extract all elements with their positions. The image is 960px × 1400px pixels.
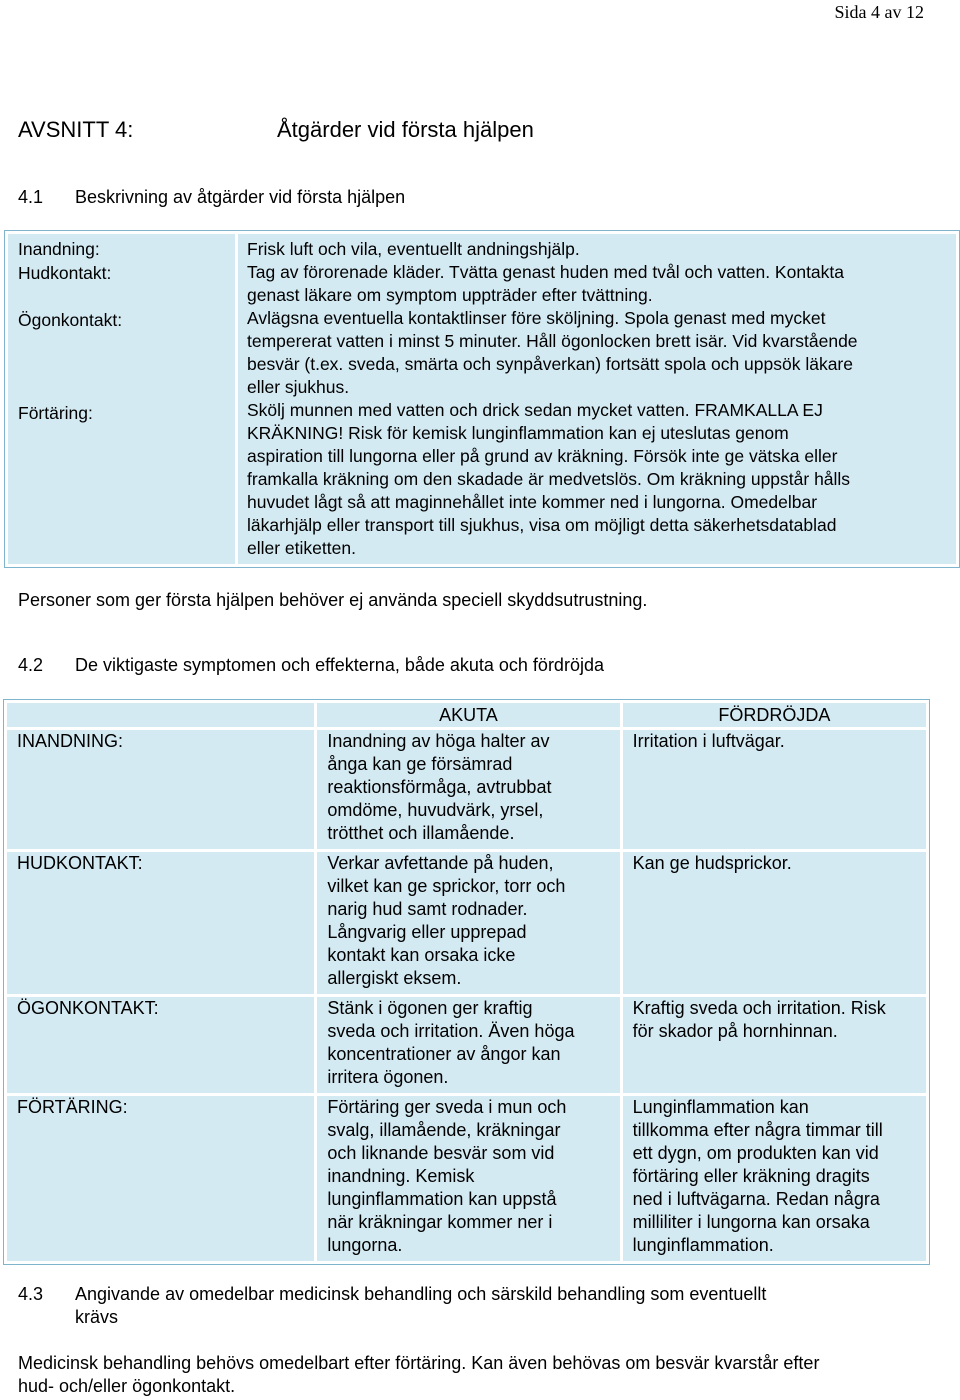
cell-line: tillkomma efter några timmar till [632,1120,883,1140]
cell-line: narig hud samt rodnader. [327,899,528,919]
cell-line: Lunginflammation kan [632,1097,809,1117]
heading-4-1-number: 4.1 [18,187,44,207]
row-label: HUDKONTAKT: [7,852,314,994]
cell-line: ned i luftvägarna. Redan några [632,1189,880,1209]
text-line: Tag av förorenade kläder. Tvätta genast huden med tvål och vatten. Kontakta [247,262,845,282]
heading-4-1-text: Beskrivning av åtgärder vid första hjälpen [75,187,406,207]
page-prefix: Sida [834,2,867,22]
acute-cell [317,852,619,994]
first-aid-labels [8,234,235,564]
cell-line: Verkar avfettande på huden, [327,853,554,873]
section-label: AVSNITT 4: [18,117,134,142]
text-line: Skölj munnen med vatten och drick sedan mycket vatten. FRAMKALLA EJ [247,400,823,420]
label-hudkontakt: Hudkontakt: [18,263,112,283]
cell-line: milliliter i lungorna kan orsaka [632,1212,870,1232]
page-number [834,2,924,23]
cell-line: kontakt kan orsaka icke [327,945,516,965]
cell-line: förtäring eller kräkning dragits [632,1166,870,1186]
text-line: genast läkare om symptom uppträder efter tvättning. [247,285,653,305]
cell-line: Förtäring ger sveda i mun och [327,1097,567,1117]
cell-line: koncentrationer av ångor kan [327,1044,561,1064]
table-row [7,730,926,849]
treatment-line: hud- och/eller ögonkontakt. [18,1376,236,1396]
acute-cell [317,1096,619,1261]
text-line: eller sjukhus. [247,377,350,397]
heading-4-3-line: krävs [75,1307,119,1327]
heading-4-3-number: 4.3 [18,1284,44,1304]
row-label: INANDNING: [7,730,314,849]
text-line: KRÄKNING! Risk för kemisk lunginflammation kan ej uteslutas genom [247,423,789,443]
text-line: aspiration till lungorna eller på grund av kräkning. Försök inte ge vätska eller [247,446,838,466]
cell-line: när kräkningar kommer ner i [327,1212,553,1232]
table-row [7,852,926,994]
cell-line: och liknande besvär som vid [327,1143,555,1163]
acute-cell [317,730,619,849]
delayed-cell [623,730,926,849]
cell-line: irritera ögonen. [327,1067,449,1087]
cell-line: Irritation i luftvägar. [632,731,785,751]
text-line: huvudet lågt så att maginnehållet inte kommer ned i lungorna. Omedelbar [247,492,818,512]
row-label: FÖRTÄRING: [7,1096,314,1261]
cell-line: ånga kan ge försämrad [327,754,513,774]
table-row [7,997,926,1093]
header-acute: AKUTA [317,703,619,727]
text-line: Frisk luft och vila, eventuellt andningshjälp. [247,239,580,259]
text-line: besvär (t.ex. sveda, smärta och synpåverkan) fortsätt spola och uppsök läkare [247,354,853,374]
treatment-line: Medicinsk behandling behövs omedelbart efter förtäring. Kan även behövas om besvär kvarstår efter [18,1353,820,1373]
text-line: framkalla kräkning om den skadade är medvetslös. Om kräkning uppstår hålls [247,469,851,489]
cell-line: inandning. Kemisk [327,1166,475,1186]
cell-line: Kan ge hudsprickor. [632,853,792,873]
treatment-text [18,1352,819,1398]
delayed-cell [623,1096,926,1261]
cell-line: för skador på hornhinnan. [632,1021,838,1041]
cell-line: lunginflammation. [632,1235,774,1255]
section-name: Åtgärder vid första hjälpen [277,117,534,142]
cell-line: svalg, illamående, kräkningar [327,1120,561,1140]
text-line: Avlägsna eventuella kontaktlinser före sköljning. Spola genast med mycket [247,308,826,328]
label-fortaring: Förtäring: [18,403,93,423]
label-inandning: Inandning: [18,239,100,259]
cell-line: lunginflammation kan uppstå [327,1189,557,1209]
cell-line: vilket kan ge sprickor, torr och [327,876,566,896]
heading-4-2-text: De viktigaste symptomen och effekterna, både akuta och fördröjda [75,655,604,675]
delayed-cell [623,852,926,994]
cell-line: allergiskt eksem. [327,968,462,988]
table-row [7,1096,926,1261]
acute-cell [317,997,619,1093]
cell-line: ett dygn, om produkten kan vid [632,1143,879,1163]
cell-line: trötthet och illamående. [327,823,515,843]
cell-line: lungorna. [327,1235,403,1255]
header-delayed: FÖRDRÖJDA [623,703,926,727]
cell-line: omdöme, huvudvärk, yrsel, [327,800,544,820]
cell-line: sveda och irritation. Även höga [327,1021,575,1041]
first-aid-table [4,230,960,568]
first-aid-text [238,234,956,564]
cell-line: Kraftig sveda och irritation. Risk [632,998,886,1018]
cell-line: Långvarig eller upprepad [327,922,527,942]
cell-line: Inandning av höga halter av [327,731,550,751]
heading-4-3-text [75,1283,915,1329]
heading-4-3-line: Angivande av omedelbar medicinsk behandling och särskild behandling som eventuellt [75,1284,767,1304]
text-line: läkarhjälp eller transport till sjukhus, visa om möjligt detta säkerhetsdatablad [247,515,837,535]
row-label: ÖGONKONTAKT: [7,997,314,1093]
header-blank [7,703,314,727]
protection-note: Personer som ger första hjälpen behöver ej använda speciell skyddsutrustning. [18,590,648,610]
page-sep: av [884,2,902,22]
page-total: 12 [906,2,924,22]
cell-line: reaktionsförmåga, avtrubbat [327,777,552,797]
delayed-cell [623,997,926,1093]
cell-line: Stänk i ögonen ger kraftig [327,998,533,1018]
label-ogonkontakt: Ögonkontakt: [18,310,123,330]
symptoms-table [3,699,930,1265]
text-line: tempererat vatten i minst 5 minuter. Håll ögonlocken brett isär. Vid kvarstående [247,331,858,351]
page-current: 4 [871,2,880,22]
heading-4-2-number: 4.2 [18,655,44,675]
text-line: eller etiketten. [247,538,356,558]
